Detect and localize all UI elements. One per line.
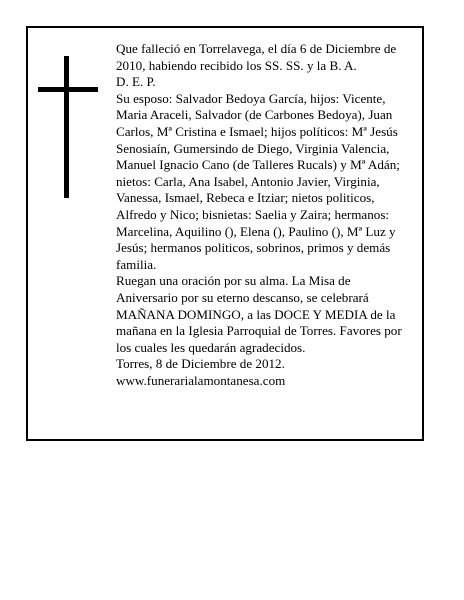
death-announcement: Que falleció en Torrelavega, el día 6 de Diciembre de 2010, habiendo recibido los SS. SS. y la B. A. [116,41,397,73]
funeral-home-website: www.funerarialamontanesa.com [116,372,286,388]
mass-announcement: Ruegan una oración por su alma. La Misa de Aniversario por su eterno descanso, se celebrará MAÑANA DOMINGO, a las DOCE Y MEDIA de la mañana en la Iglesia Parroquial de Torres. Favores por los cuales les quedarán agradecidos. [116,273,402,355]
notice-body [116,41,414,389]
cross-vertical-bar [64,56,69,198]
cross-horizontal-bar [38,87,98,92]
place-date: Torres, 8 de Diciembre de 2012. [116,356,285,372]
family-list: Su esposo: Salvador Bedoya García, hijos: Vicente, Maria Araceli, Salvador (de Carbones Bedoya), Juan Carlos, Mª Cristina e Ismael; hijos políticos: Mª Jesús Senosiaín, Gumersindo de Diego, Virginia Valencia, Manuel Ignacio Cano (de Talleres Rucals) y Mª Adán; nietos: Carla, Ana Isabel, Antonio Javier, Virginia, Vanessa, Ismael, Rebeca e Itziar; nietos politicos, Alfredo y Nico; bisnietas: Saelia y Zaira; hermanos: Marcelina, Aquilino (), Elena (), Paulino (), Mª Luz y Jesús; hermanos politicos, sobrinos, primos y demás familia. [116,90,400,272]
rest-in-peace: D. E. P. [116,74,156,90]
obituary-notice [26,26,424,441]
cross-icon [38,56,98,198]
